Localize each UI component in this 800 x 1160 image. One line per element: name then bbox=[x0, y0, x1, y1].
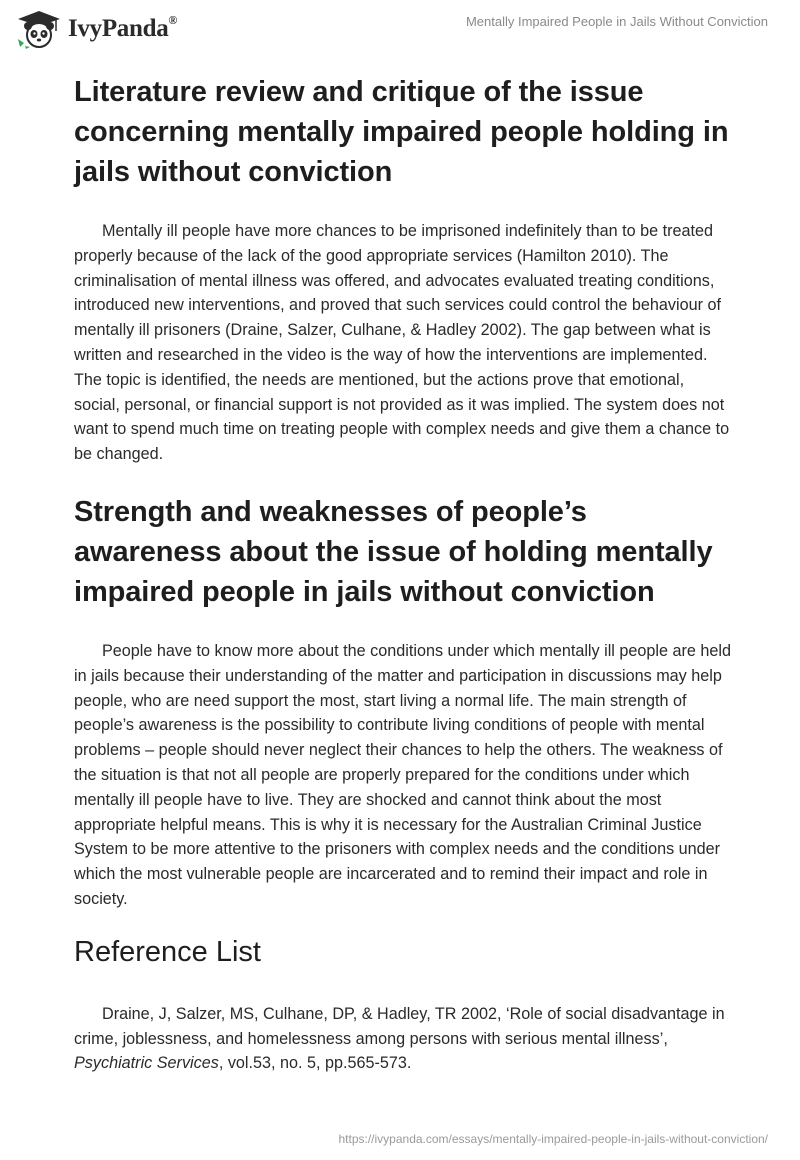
footer-url[interactable]: https://ivypanda.com/essays/mentally-impaired-people-in-jails-without-conviction/ bbox=[338, 1132, 768, 1146]
reference-journal: Psychiatric Services bbox=[74, 1054, 219, 1073]
reference-list-heading: Reference List bbox=[74, 935, 261, 968]
reference-item: Draine, J, Salzer, MS, Culhane, DP, & Hadley, TR 2002, ‘Role of social disadvantage in crime, joblessness, and homelessness among persons with serious mental illness’, Psychiatric Services, vol.53, no. 5, pp.565-573. bbox=[74, 1004, 725, 1073]
section-heading-literature-review: Literature review and critique of the issue concerning mentally impaired people holding in jails without conviction bbox=[74, 76, 729, 188]
section-paragraph-literature-review: Mentally ill people have more chances to be imprisoned indefinitely than to be treated properly because of the lack of the good appropriate services (Hamilton 2010). The criminalisation of mental illness was offered, and advocates evaluated treating conditions, introduced new interventions, and proved that such services could control the behaviour of mentally ill prisoners (Draine, Salzer, Culhane, & Hadley 2002). The gap between what is written and researched in the video is the way of how the interventions are implemented. The topic is identified, the needs are mentioned, but the actions prove that emotional, social, personal, or financial support is not provided as it was implied. The system does not want to spend much time on treating people with complex needs and give them a chance to be changed. bbox=[74, 222, 730, 464]
ivypanda-logo[interactable] bbox=[16, 9, 177, 49]
running-title: Mentally Impaired People in Jails Without Conviction bbox=[465, 14, 768, 29]
section-heading-strength-weaknesses: Strength and weaknesses of people’s awareness about the issue of holding mentally impaired people in jails without conviction bbox=[74, 495, 713, 608]
brand-name: IvyPanda® bbox=[68, 13, 178, 42]
essay-content bbox=[74, 70, 734, 1076]
page-header bbox=[0, 0, 800, 60]
panda-graduate-icon bbox=[16, 9, 62, 49]
section-paragraph-strength-weaknesses: People have to know more about the conditions under which mentally ill people are held in jails because their understanding of the matter and participation in discussions may help people, who are need support the most, start living a normal life. The main strength of people’s awareness is the possibility to contribute living conditions of people with mental problems – people should never neglect their chances to help the others. The weakness of the situation is that not all people are properly prepared for the conditions under which mentally ill people have to live. They are shocked and cannot think about the most appropriate helpful means. This is why it is necessary for the Australian Criminal Justice System to be more attentive to the prisoners with complex needs and the conditions under which the most vulnerable people are incarcerated and to remind their impact and role in society. bbox=[74, 641, 732, 908]
